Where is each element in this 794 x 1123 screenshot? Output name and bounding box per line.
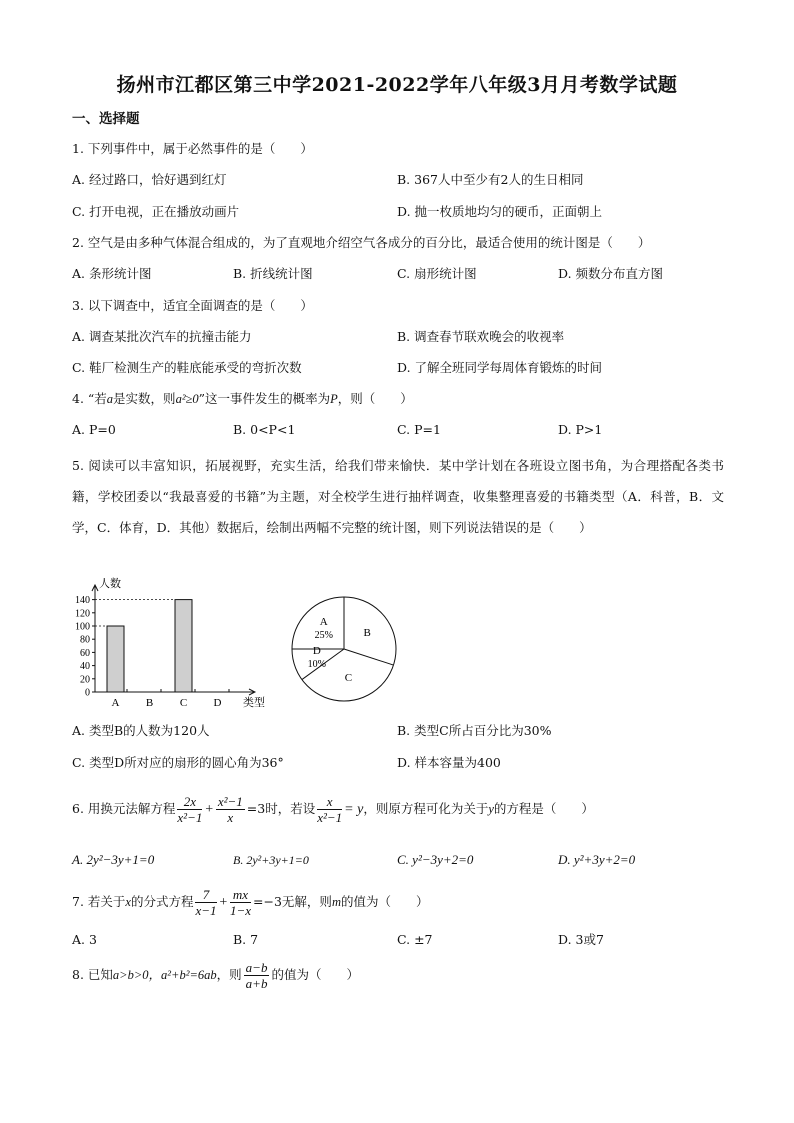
q6-stem-post: ，则原方程可化为关于 — [363, 801, 489, 816]
q4-option-c: C. P=1 — [397, 422, 441, 437]
q2-option-b: B. 折线统计图 — [233, 266, 313, 281]
q7-fraction-1-den: x−1 — [195, 903, 217, 918]
question-3-stem: 3. 以下调查中，适宜全面调查的是（ ） — [72, 298, 313, 313]
question-5-stem: 5. 阅读可以丰富知识，拓展视野，充实生活，给我们带来愉快．某中学计划在各班设立图书角，为合理搭配各类书籍，学校团委以“我最喜爱的书籍”为主题，对全校学生进行抽样调查，收集整理喜爱的书籍类型（A．科普，B．文学，C．体育，D．其他）数据后，绘制出两幅不完整的统计图，则下列说法错误的是（ ） — [72, 458, 724, 535]
y-tick-label: 20 — [80, 674, 90, 686]
q4-var-a: a — [106, 392, 114, 406]
question-4-stem — [72, 389, 413, 409]
bar-a — [107, 626, 124, 692]
q6-var-y: y — [488, 802, 494, 816]
q7-var-x: x — [125, 895, 131, 909]
slice-label-a: A — [319, 615, 328, 628]
q7-option-a: A. 3 — [72, 932, 97, 947]
q2-option-a: A. 条形统计图 — [72, 266, 152, 281]
q7-option-c: C. ±7 — [397, 932, 433, 947]
q2-option-d: D. 频数分布直方图 — [558, 266, 664, 281]
q6-fraction-3-den: x²−1 — [317, 810, 343, 825]
q6-option-a: A. 2y²−3y+1=0 — [72, 852, 155, 867]
q6-fraction-1-den: x²−1 — [177, 810, 203, 825]
y-tick-label: 120 — [75, 608, 90, 620]
q4-option-b: B. 0<P<1 — [233, 422, 296, 437]
q6-fraction-1 — [177, 794, 202, 825]
y-tick-label: 40 — [80, 661, 90, 673]
q5-option-d: D. 样本容量为400 — [397, 755, 501, 770]
q7-stem-mid: 的分式方程 — [130, 894, 194, 909]
q4-expression: a²≥0 — [175, 392, 199, 406]
q5-option-a: A. 类型B的人数为120人 — [72, 723, 210, 738]
y-tick-label: 100 — [75, 621, 90, 633]
q4-option-d: D. P>1 — [558, 422, 603, 437]
q7-rhs: =−3无解，则 — [253, 894, 332, 909]
question-1-stem: 1. 下列事件中，属于必然事件的是（ ） — [72, 141, 313, 156]
q7-stem-pre: 7. 若关于 — [72, 894, 126, 909]
q4-var-p: P — [330, 392, 338, 406]
q3-option-d: D. 了解全班同学每周体育锻炼的时间 — [397, 360, 603, 375]
question-2-stem: 2. 空气是由多种气体混合组成的，为了直观地介绍空气各成分的百分比，最适合使用的统计图是（ ） — [72, 235, 651, 250]
q6-fraction-2-num: x²−1 — [217, 794, 243, 809]
bar-c — [175, 600, 192, 692]
q6-option-c: C. y²−3y+2=0 — [397, 852, 474, 867]
q8-stem-end: 的值为（ ） — [271, 967, 359, 982]
q6-option-d: D. y²+3y+2=0 — [558, 852, 636, 867]
q6-option-b: B. 2y²+3y+1=0 — [233, 853, 309, 867]
q7-var-m: m — [331, 895, 341, 909]
q1-option-a: A. 经过路口，恰好遇到红灯 — [72, 172, 227, 187]
page-title: 扬州市江都区第三中学2021-2022学年八年级3月月考数学试题 — [116, 74, 678, 96]
q8-condition: a>b>0，a²+b²=6ab — [112, 968, 217, 982]
y-tick-label: 140 — [75, 595, 90, 607]
q7-fraction-2 — [230, 887, 251, 918]
y-tick-label: 0 — [85, 687, 90, 699]
q7-fraction-2-den: 1−x — [229, 903, 252, 918]
q7-fraction-2-num: mx — [230, 887, 251, 903]
x-tick-label: A — [111, 697, 120, 709]
q6-fraction-2 — [216, 794, 245, 825]
q1-option-d: D. 抛一枚质地均匀的硬币，正面朝上 — [397, 204, 603, 219]
q6-stem-end: 的方程是（ ） — [493, 801, 594, 816]
q6-fraction-3 — [317, 794, 342, 825]
q5-option-b: B. 类型C所占百分比为30% — [397, 723, 552, 738]
x-tick-label: B — [145, 697, 154, 709]
bar-chart — [70, 575, 270, 715]
question-6-stem: 6. 用换元法解方程 $\frac{2x}{\text{x²−1}}$ + $\frac{\text{x²−1}}{x}$ =3时，若设 $\frac{x}{\text{x²−1}}$ = y，则原方程可化为关于y的方程是（ ） — [72, 794, 594, 825]
y-tick-label: 60 — [80, 647, 90, 659]
q5-option-c: C. 类型D所对应的扇形的圆心角为36° — [72, 755, 284, 770]
q7-fraction-1 — [195, 887, 216, 918]
slice-label-b: B — [363, 627, 371, 640]
q8-fraction-num: a−b — [245, 960, 268, 975]
q6-fraction-1-num: 2x — [177, 794, 202, 810]
q8-stem-mid: ，则 — [216, 967, 242, 982]
slice-percent-a: 25% — [314, 629, 333, 641]
q3-option-c: C. 鞋厂检测生产的鞋底能承受的弯折次数 — [72, 360, 302, 375]
q1-option-c: C. 打开电视，正在播放动画片 — [72, 204, 240, 219]
q4-option-a: A. P=0 — [72, 422, 116, 437]
slice-label-c: C — [344, 672, 353, 685]
q3-option-b: B. 调查春节联欢晚会的收视率 — [397, 329, 565, 344]
q3-option-a: A. 调查某批次汽车的抗撞击能力 — [72, 329, 252, 344]
q7-option-b: B. 7 — [233, 932, 259, 947]
q8-fraction-den: a+b — [245, 976, 268, 991]
x-axis-label: 类型 — [243, 697, 265, 709]
x-tick-label: D — [213, 697, 222, 709]
q7-stem-end: 的值为（ ） — [340, 894, 429, 909]
q6-stem-mid: ，若设 — [277, 801, 316, 816]
q6-eq-rhs: =3时 — [246, 801, 278, 816]
q7-option-d: D. 3或7 — [558, 932, 604, 947]
question-7-stem: 7. 若关于x的分式方程 $\frac{7}{x-1}$ + $\frac{mx}{1-x}$ =−3无解，则m的值为（ ） — [72, 887, 429, 918]
y-axis-label: 人数 — [99, 578, 121, 590]
q6-fraction-3-num: x — [317, 794, 342, 810]
q6-fraction-2-den: x — [227, 810, 234, 825]
slice-percent-d: 10% — [307, 658, 326, 670]
q4-stem-pre: 4. “若 — [72, 391, 107, 406]
q6-stem-pre: 6. 用换元法解方程 — [72, 801, 176, 816]
q6-sub-rhs: = y — [344, 802, 364, 817]
q4-stem-end: ，则（ ） — [337, 391, 413, 406]
q4-stem-post: ”这一事件发生的概率为 — [198, 391, 331, 406]
section-heading: 一、选择题 — [72, 111, 140, 127]
q1-option-b: B. 367人中至少有2人的生日相同 — [397, 172, 584, 187]
question-8-stem — [72, 958, 359, 992]
q4-stem-mid: 是实数，则 — [113, 391, 176, 406]
slice-label-d: D — [312, 644, 321, 657]
pie-chart — [289, 594, 399, 704]
q2-option-c: C. 扇形统计图 — [397, 266, 477, 281]
q8-stem-pre: 8. 已知 — [72, 967, 113, 982]
q7-fraction-1-num: 7 — [195, 887, 216, 903]
x-tick-label: C — [179, 697, 188, 709]
q8-fraction — [244, 960, 270, 991]
y-tick-label: 80 — [80, 634, 90, 646]
